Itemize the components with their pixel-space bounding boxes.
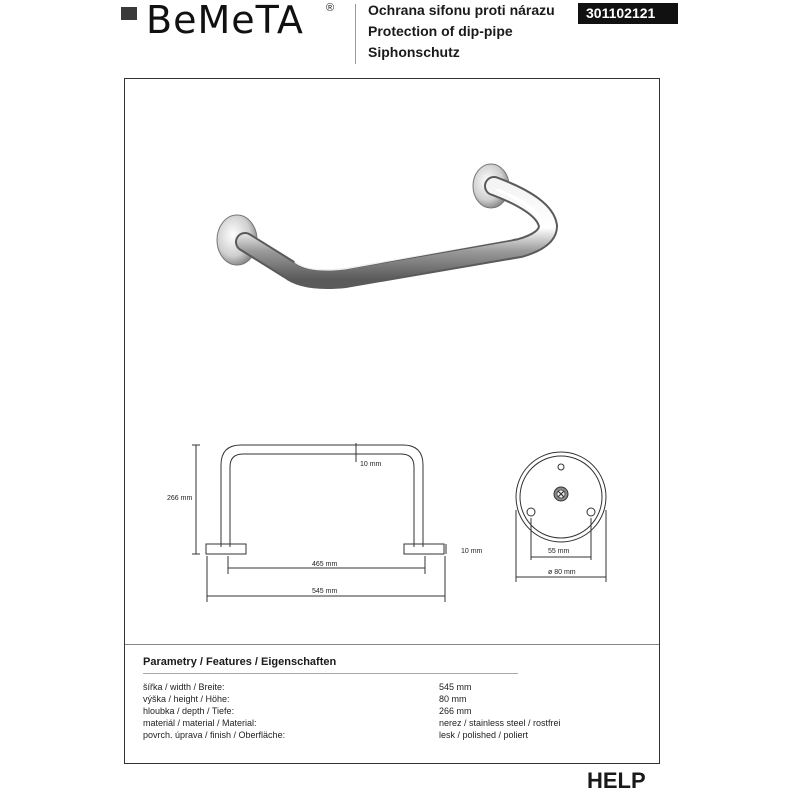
param-row-finish [143,730,529,740]
dim-outer: 545 mm [312,588,338,595]
param-label: materiál / material / Material: [143,718,257,728]
series-name: HELP [587,768,646,793]
product-photo [217,164,548,279]
product-code-badge: 301102121 [578,3,678,24]
param-label: šířka / width / Breite: [143,682,225,692]
section-divider [125,644,659,645]
title-en: Protection of dip-pipe [368,23,513,39]
title-cz: Ochrana sifonu proti nárazu [368,2,555,18]
param-label: výška / height / Höhe: [143,694,230,704]
param-row-height [143,694,467,704]
dim-flange: 10 mm [461,548,483,555]
parameters-rule [143,673,518,674]
param-value: 545 mm [439,682,472,692]
dim-diameter: ø 80 mm [548,569,576,576]
param-value: 266 mm [439,706,472,716]
center-screw-icon [554,487,568,501]
dim-inner: 465 mm [312,561,338,568]
dim-tube: 10 mm [360,461,382,468]
dim-depth: 266 mm [167,495,193,502]
brand-logo: BeMeTA [146,0,304,42]
param-value: nerez / stainless steel / rostfrei [439,718,561,728]
dim-holes: 55 mm [548,548,570,555]
param-value: 80 mm [439,694,467,704]
param-label: hloubka / depth / Tiefe: [143,706,235,716]
param-label: povrch. úprava / finish / Oberfläche: [143,730,286,740]
flange-top-view [516,452,606,582]
front-view-drawing [192,443,446,602]
param-row-material [143,718,561,728]
registered-mark: ® [326,2,335,14]
param-row-width [143,682,472,692]
title-de: Siphonschutz [368,44,460,60]
param-row-depth [143,706,472,716]
param-value: lesk / polished / poliert [439,730,529,740]
parameters-title: Parametry / Features / Eigenschaften [143,656,337,668]
